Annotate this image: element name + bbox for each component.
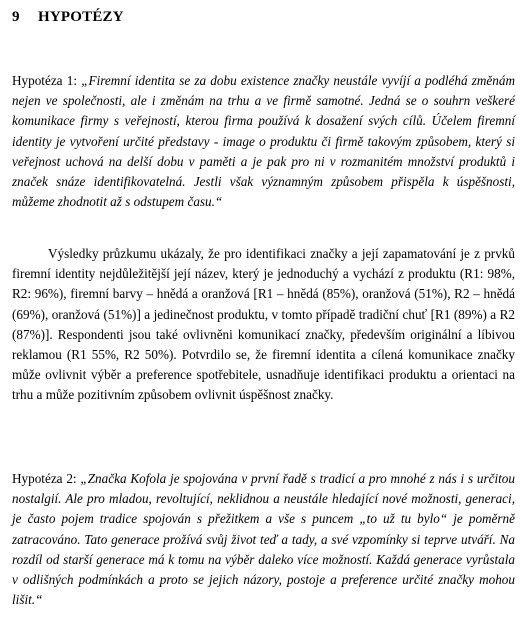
hypothesis-2-text: „Značka Kofola je spojována v první řadě s tradicí a pro mnohé z nás i s určitou nostalgií. Ale pro mladou, revoltující, neklidnou a neustále hledající nové možnosti, generaci, je často pojem tradice spojován s přežitkem a vše s puncem „to už tu bylo“ je poměrně zatracováno. Tato generace prožívá svůj život teď a tady, a své vzpomínky si teprve utváří. Na rozdíl od starší generace má k tomu na výběr daleko více možností. Každá generace vyrůstala v odlišných podmínkách a proto se jejich názory, postoje a preference určité značky mohou lišit.“ — [12, 471, 515, 608]
chapter-heading — [12, 9, 124, 26]
chapter-title: HYPOTÉZY — [38, 9, 124, 25]
hypothesis-2-paragraph — [12, 469, 515, 610]
hypothesis-1-text: „Firemní identita se za dobu existence značky neustále vyvíjí a podléhá změnám nejen ve společnosti, ale i změnám na trhu a ve firmě samotné. Jedná se o souhrn veškeré komunikace firmy s veřejností, kterou firma používá k dosažení svých cílů. Účelem firemní identity je vytvoření určité představy - image o produktu či firmě takovým způsobem, který si veřejnost uchová na delší dobu v paměti a je pak pro ni v rozmanitém množství produktů i značek snáze identifikovatelná. Jestli však významným způsobem přispěla k úspěšnosti, můžeme zhodnotit až s odstupem času.“ — [12, 73, 515, 210]
hypothesis-1-paragraph — [12, 71, 515, 212]
results-paragraph: Výsledky průzkumu ukázaly, že pro identifikaci značky a její zapamatování je z prvků firemní identity nejdůležitější její název, který je jednoduchý a vychází z produktu (R1: 98%, R2: 96%), firemní barvy – hnědá a oranžová [R1 – hnědá (85%), oranžová (51%), R2 – hnědá (69%), oranžová (51%)] a jedinečnost produktu, v tomto případě tradiční chuť [R1 (89%) a R2 (87%)]. Respondenti jsou také ovlivněni komunikací značky, především originální a líbivou reklamou (R1 55%, R2 50%). Potvrdilo se, že firemní identita a cílená komunikace značky může ovlivnit výběr a preference spotřebitele, usnadňuje identifikaci produktu a orientaci na trhu a může pozitivním způsobem ovlivnit úspěšnost značky. — [12, 246, 515, 403]
hypothesis-1-label: Hypotéza 1: — [12, 73, 77, 88]
chapter-number: 9 — [12, 9, 20, 25]
hypothesis-2-label: Hypotéza 2: — [12, 471, 77, 486]
